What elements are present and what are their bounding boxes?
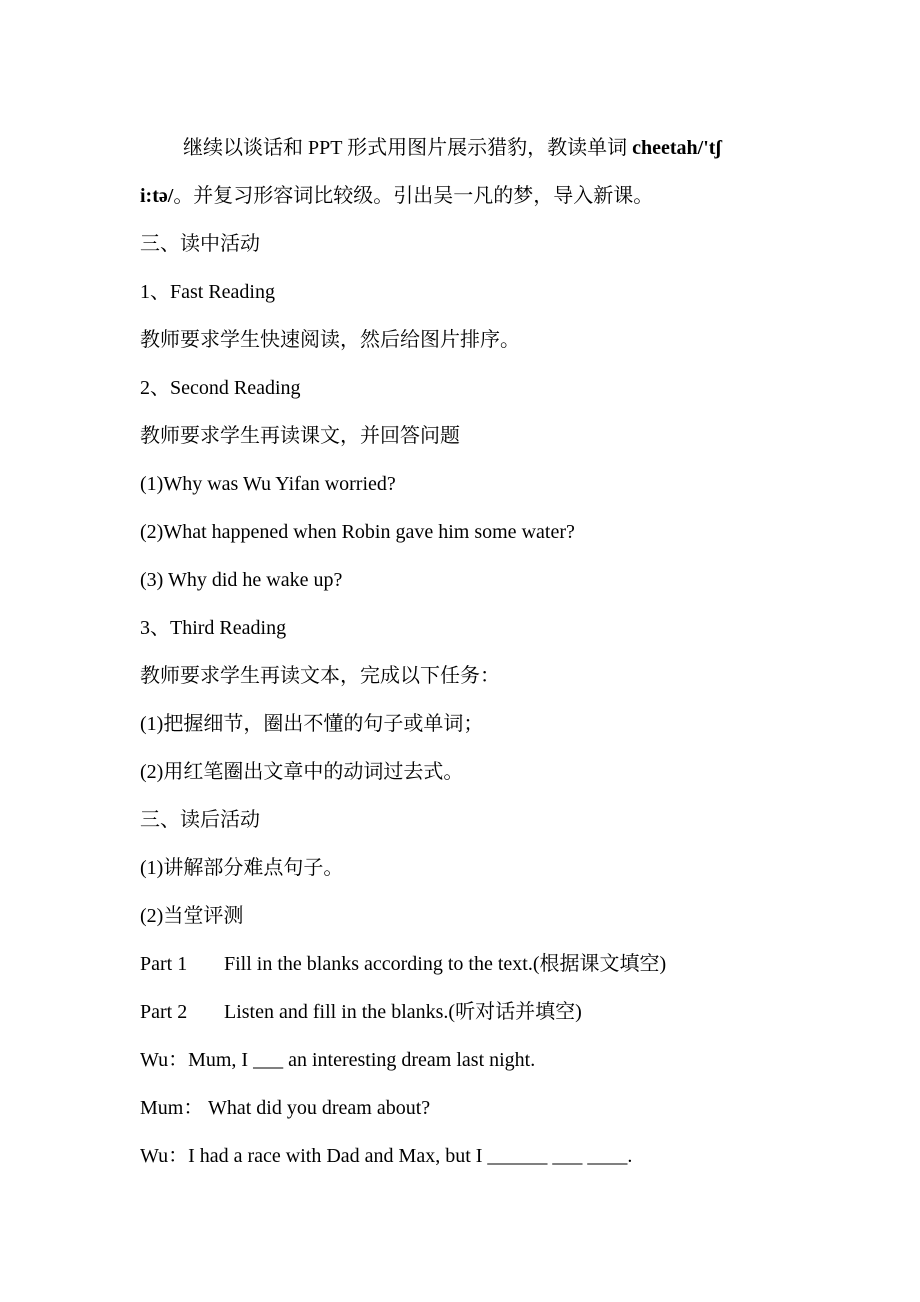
speaker-label: Wu： [140, 1049, 189, 1071]
third-reading-instruction: 教师要求学生再读文本，完成以下任务： [140, 665, 500, 687]
vocab-word: cheetah/'tʃ [632, 137, 722, 159]
vocab-phonetic: i:tə/ [140, 185, 174, 207]
second-reading-instruction: 教师要求学生再读课文，并回答问题 [140, 425, 460, 447]
question-item: (2)What happened when Robin gave him some water? [140, 521, 575, 543]
second-reading-title: 2、Second Reading [140, 377, 301, 399]
dialogue-line [140, 1036, 785, 1084]
dialogue-text: Mum, I ___ an interesting dream last night. [188, 1049, 536, 1071]
intro-paragraph-line-1 [140, 124, 785, 172]
task-item: (2)用红笔圈出文章中的动词过去式。 [140, 761, 464, 783]
task-item: (1)把握细节，圈出不懂的句子或单词； [140, 713, 484, 735]
section-heading-while-reading: 三、读中活动 [140, 233, 260, 255]
fast-reading-instruction: 教师要求学生快速阅读，然后给图片排序。 [140, 329, 520, 351]
dialogue-text: I had a race with Dad and Max, but I ______ ___ ____. [188, 1145, 633, 1167]
part-text: Listen and fill in the blanks.(听对话并填空) [224, 1001, 582, 1023]
speaker-label: Mum： [140, 1097, 204, 1119]
part-text: Fill in the blanks according to the text.(根据课文填空) [224, 953, 667, 975]
part-label: Part 1 [140, 953, 188, 975]
post-reading-item: (1)讲解部分难点句子。 [140, 857, 344, 879]
document-page [140, 124, 785, 1180]
third-reading-title: 3、Third Reading [140, 617, 287, 639]
intro-paragraph-line-2 [140, 172, 785, 220]
speaker-label: Wu： [140, 1145, 189, 1167]
dialogue-line [140, 1084, 785, 1132]
intro-text: 继续以谈话和 PPT 形式用图片展示猎豹，教读单词 [183, 137, 633, 159]
intro-text-after: 。并复习形容词比较级。引出吴一凡的梦，导入新课。 [173, 185, 654, 207]
post-reading-item: (2)当堂评测 [140, 905, 244, 927]
dialogue-text: What did you dream about? [203, 1097, 431, 1119]
question-item: (3) Why did he wake up? [140, 569, 343, 591]
dialogue-line [140, 1132, 785, 1180]
question-item: (1)Why was Wu Yifan worried? [140, 473, 396, 495]
part-label: Part 2 [140, 1001, 188, 1023]
exercise-part [140, 940, 785, 988]
exercise-part [140, 988, 785, 1036]
section-heading-post-reading: 三、读后活动 [140, 809, 260, 831]
fast-reading-title: 1、Fast Reading [140, 281, 275, 303]
